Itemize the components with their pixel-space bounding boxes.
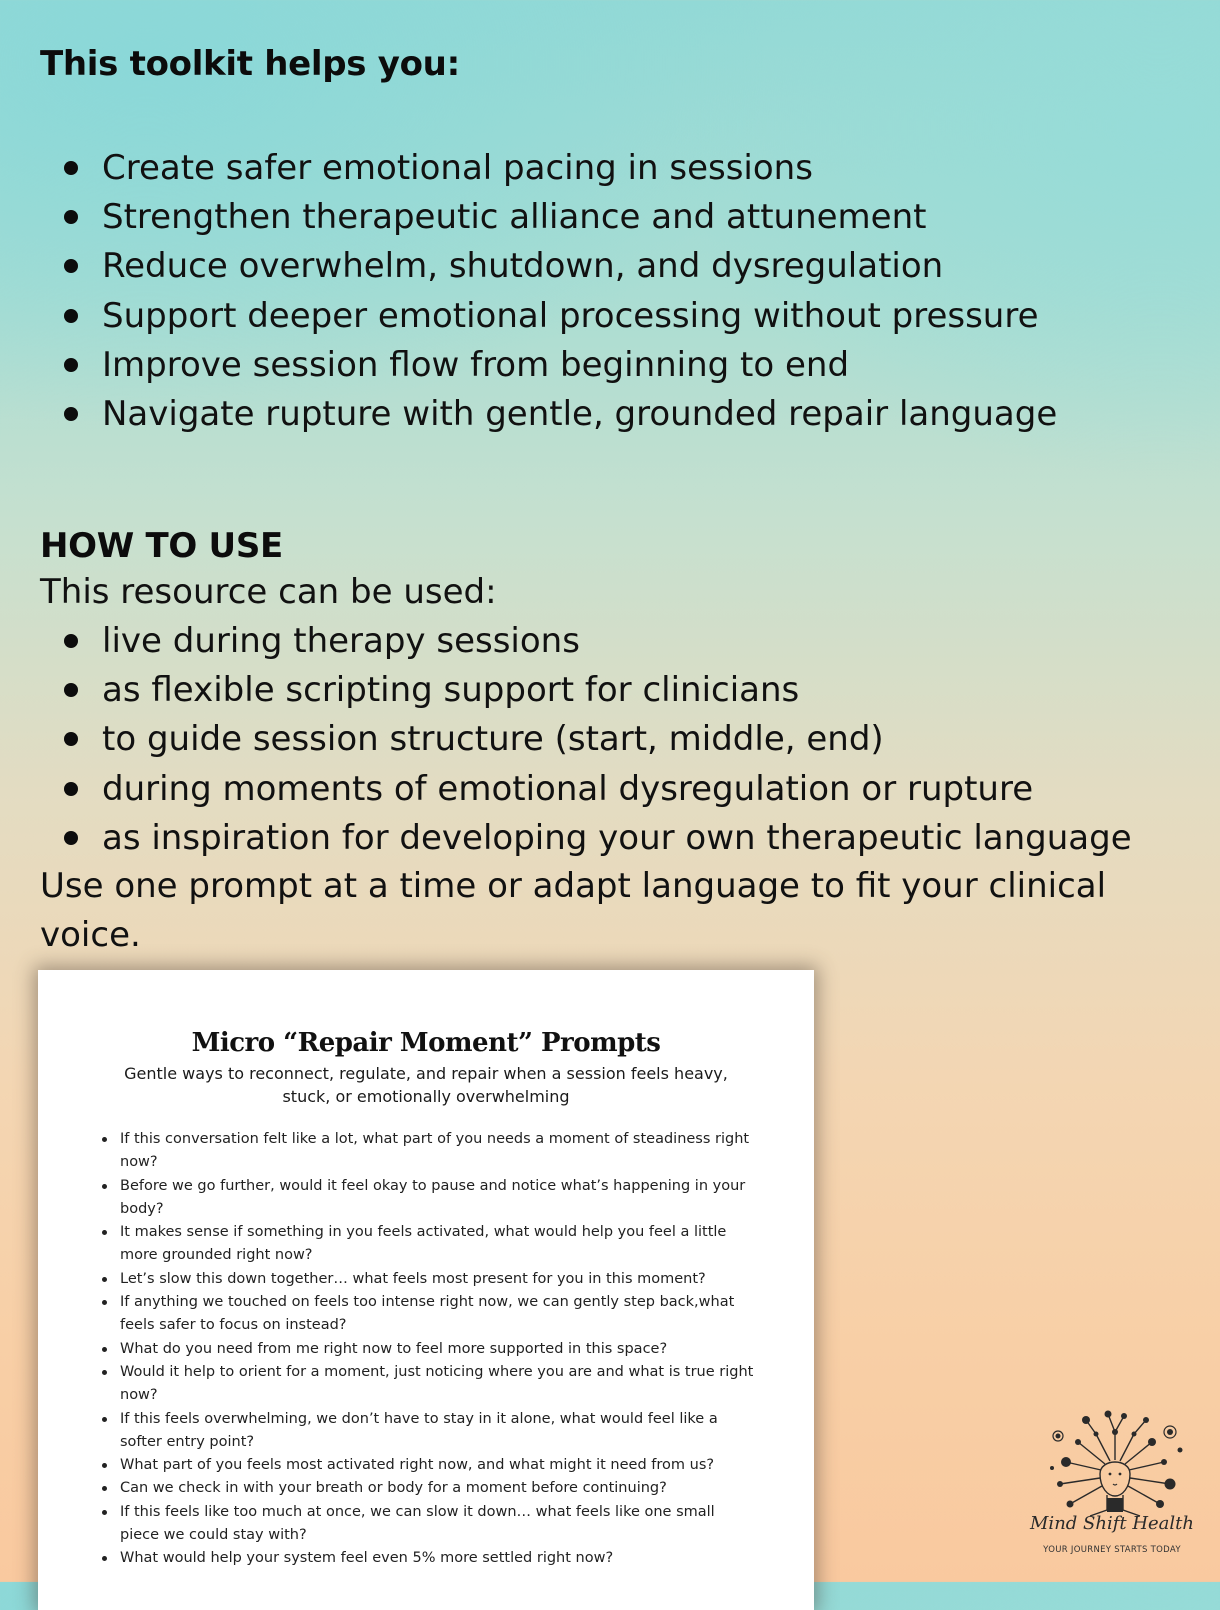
head-neural-network-icon [1030, 1392, 1200, 1562]
bullet-icon [64, 161, 78, 175]
preview-subtitle: Gentle ways to reconnect, regulate, and repair when a session feels heavy, stuck, or emotionally overwhelming [124, 1064, 728, 1106]
list-item: to guide session structure (start, middle, end) [62, 715, 1202, 764]
bullet-icon [102, 1347, 107, 1352]
bullet-icon [102, 1230, 107, 1235]
how-to-use-heading: HOW TO USE [40, 526, 283, 566]
bullet-icon [64, 683, 78, 697]
worksheet-preview-card [38, 970, 814, 1610]
how-to-use-list [62, 617, 1202, 863]
bullet-icon [102, 1556, 107, 1561]
bullet-icon [102, 1184, 107, 1189]
bullet-icon [64, 210, 78, 224]
list-item: Improve session flow from beginning to end [62, 341, 1202, 390]
bullet-icon [64, 634, 78, 648]
list-item: as flexible scripting support for clinicians [62, 666, 1202, 715]
bullet-icon [64, 358, 78, 372]
bullet-icon [102, 1277, 107, 1282]
bullet-icon [102, 1486, 107, 1491]
prompt-item: What part of you feels most activated right now, and what might it need from us? [102, 1454, 758, 1477]
how-to-use-footer: Use one prompt at a time or adapt language to fit your clinical voice. [40, 866, 1107, 955]
prompt-item: If this conversation felt like a lot, what part of you needs a moment of steadiness right now? [102, 1128, 758, 1175]
bullet-icon [102, 1370, 107, 1375]
bullet-icon [64, 782, 78, 796]
list-item: Navigate rupture with gentle, grounded repair language [62, 390, 1202, 439]
prompt-item: What do you need from me right now to feel more supported in this space? [102, 1338, 758, 1361]
prompt-item: Can we check in with your breath or body for a moment before continuing? [102, 1477, 758, 1500]
bullet-icon [102, 1510, 107, 1515]
bullet-icon [102, 1417, 107, 1422]
intro-list [62, 144, 1202, 439]
logo-tagline: YOUR JOURNEY STARTS TODAY [1043, 1545, 1181, 1555]
list-item: Create safer emotional pacing in sessions [62, 144, 1202, 193]
prompt-item: Before we go further, would it feel okay to pause and notice what’s happening in your body? [102, 1175, 758, 1222]
preview-title: Micro “Repair Moment” Prompts [191, 1028, 661, 1058]
prompt-list [102, 1128, 758, 1571]
prompt-item: If this feels like too much at once, we can slow it down… what feels like one small piece we could stay with? [102, 1501, 758, 1548]
prompt-item: What would help your system feel even 5% more settled right now? [102, 1547, 758, 1570]
bullet-icon [64, 732, 78, 746]
bullet-icon [102, 1463, 107, 1468]
bullet-icon [64, 407, 78, 421]
bullet-icon [64, 309, 78, 323]
prompt-item: Would it help to orient for a moment, just noticing where you are and what is true right now? [102, 1361, 758, 1408]
list-item: Support deeper emotional processing without pressure [62, 292, 1202, 341]
prompt-item: If this feels overwhelming, we don’t have to stay in it alone, what would feel like a softer entry point? [102, 1408, 758, 1455]
list-item: during moments of emotional dysregulation or rupture [62, 765, 1202, 814]
bullet-icon [102, 1300, 107, 1305]
bullet-icon [64, 259, 78, 273]
list-item: live during therapy sessions [62, 617, 1202, 666]
bullet-icon [102, 1137, 107, 1142]
list-item: Strengthen therapeutic alliance and attunement [62, 193, 1202, 242]
prompt-item: Let’s slow this down together… what feels most present for you in this moment? [102, 1268, 758, 1291]
logo-name: Mind Shift Health [1030, 1513, 1194, 1534]
list-item: as inspiration for developing your own therapeutic language [62, 814, 1202, 863]
list-item: Reduce overwhelm, shutdown, and dysregulation [62, 242, 1202, 291]
intro-heading: This toolkit helps you: [40, 44, 460, 84]
how-to-use-intro: This resource can be used: [40, 572, 497, 612]
bullet-icon [64, 831, 78, 845]
prompt-item: If anything we touched on feels too intense right now, we can gently step back,what feels safer to focus on instead? [102, 1291, 758, 1338]
prompt-item: It makes sense if something in you feels activated, what would help you feel a little more grounded right now? [102, 1221, 758, 1268]
